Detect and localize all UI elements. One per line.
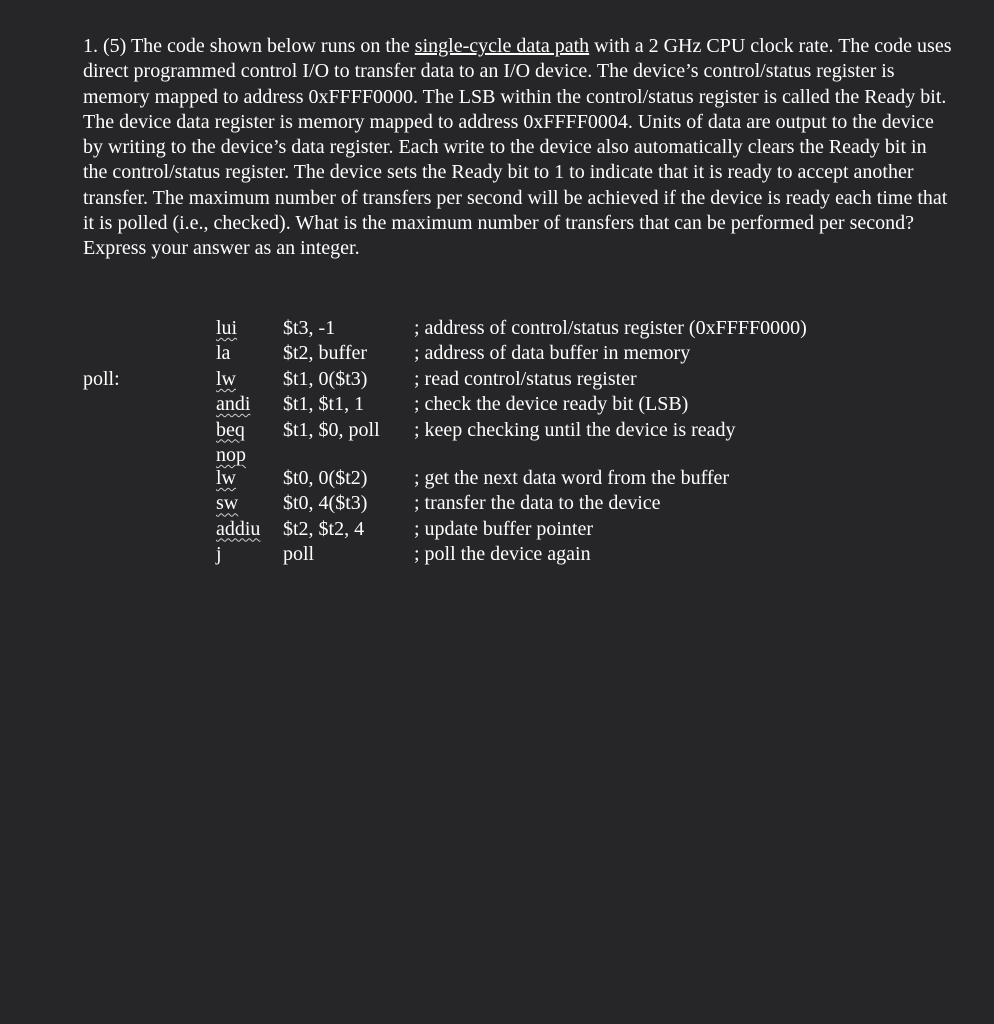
code-line bbox=[0, 341, 994, 366]
code-comment: ; keep checking until the device is ready bbox=[414, 418, 736, 441]
code-line bbox=[0, 517, 994, 542]
code-comment: ; transfer the data to the device bbox=[414, 492, 661, 515]
code-opcode: lw bbox=[216, 466, 236, 489]
code-label: poll: bbox=[83, 367, 120, 390]
code-operands: $t1, $t1, 1 bbox=[283, 393, 365, 416]
code-opcode: nop bbox=[216, 443, 246, 466]
code-line bbox=[0, 466, 994, 491]
code-operands: $t2, buffer bbox=[283, 342, 368, 365]
code-opcode: andi bbox=[216, 393, 251, 416]
code-opcode: j bbox=[216, 543, 222, 566]
code-operands: $t2, $t2, 4 bbox=[283, 517, 365, 540]
code-line bbox=[0, 316, 994, 341]
code-opcode: sw bbox=[216, 492, 239, 515]
code-comment: ; address of data buffer in memory bbox=[414, 342, 691, 365]
code-operands: $t0, 0($t2) bbox=[283, 466, 368, 489]
code-opcode: addiu bbox=[216, 517, 261, 540]
code-line bbox=[0, 491, 994, 516]
code-line bbox=[0, 443, 994, 466]
code-line bbox=[0, 542, 994, 567]
question-text bbox=[83, 34, 953, 262]
code-line bbox=[0, 392, 994, 417]
single-cycle-data-path-link[interactable]: single-cycle data path bbox=[414, 35, 590, 57]
code-opcode: beq bbox=[216, 418, 245, 441]
code-line bbox=[0, 367, 994, 392]
code-operands: $t1, 0($t3) bbox=[283, 367, 368, 390]
assembly-code-listing bbox=[0, 316, 994, 568]
code-opcode: la bbox=[216, 342, 231, 365]
code-opcode: lw bbox=[216, 367, 236, 390]
question-intro: 1. (5) The code shown below runs on the bbox=[83, 35, 415, 57]
code-comment: ; get the next data word from the buffer bbox=[414, 466, 730, 489]
code-operands: $t1, $0, poll bbox=[283, 418, 380, 441]
code-operands: poll bbox=[283, 543, 315, 566]
code-comment: ; update buffer pointer bbox=[414, 517, 594, 540]
question-body: with a 2 GHz CPU clock rate. The code uses direct programmed control I/O to transfer data to an I/O device. The device’s control/status register is memory mapped to address 0xFFFF0000. The LSB within the control/status register is called the Ready bit. The device data register is memory mapped to address 0xFFFF0004. Units of data are output to the device by writing to the device’s data register. Each write to the device also automatically clears the Ready bit in the control/status register. The device sets the Ready bit to 1 to indicate that it is ready to accept another transfer. The maximum number of transfers per second will be achieved if the device is ready each time that it is polled (i.e., checked). What is the maximum number of transfers that can be performed per second? Express your answer as an integer. bbox=[83, 35, 952, 260]
code-line bbox=[0, 418, 994, 443]
code-operands: $t3, -1 bbox=[283, 317, 336, 339]
code-opcode: lui bbox=[216, 317, 238, 339]
code-comment: ; read control/status register bbox=[414, 367, 637, 390]
code-comment: ; poll the device again bbox=[414, 543, 591, 566]
code-comment: ; address of control/status register (0xFFFF0000) bbox=[414, 317, 807, 339]
code-operands: $t0, 4($t3) bbox=[283, 492, 368, 515]
code-comment: ; check the device ready bit (LSB) bbox=[414, 393, 689, 416]
